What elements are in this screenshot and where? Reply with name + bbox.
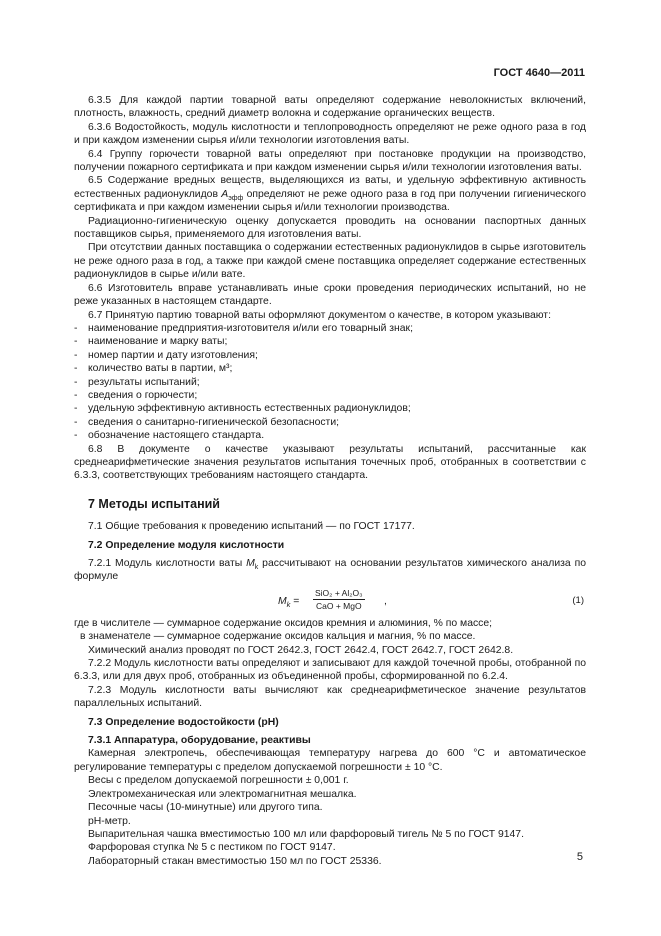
list-item: - наименование и марку ваты; bbox=[74, 335, 586, 348]
equipment-item: Песочные часы (10-минутные) или другого типа. bbox=[88, 802, 323, 814]
equipment-item: Лабораторный стакан вместимостью 150 мл по ГОСТ 25336. bbox=[88, 855, 382, 867]
heading-7-3-1: 7.3.1 Аппаратура, оборудование, реактивы bbox=[88, 735, 311, 747]
heading-7-2: 7.2 Определение модуля кислотности bbox=[88, 539, 285, 551]
equipment-item: Фарфоровая ступка № 5 с пестиком по ГОСТ 9147. bbox=[88, 842, 336, 854]
paragraph-7-2-2: 7.2.2 Модуль кислотности ваты определяют и записывают для каждой точечной пробы, отобранной по 6.3.3, или для двух проб, отобранных из объединенной пробы, сформированной по 6.2.4. bbox=[74, 658, 586, 683]
heading-7-3: 7.3 Определение водостойкости (рН) bbox=[88, 716, 279, 728]
paragraph-6-8: 6.8 В документе о качестве указывают результаты испытаний, рассчитанные как среднеарифметические значения результатов испытания точечных проб, отобранных в соответствии с 6.3.3, соответствующих требованиям настоящего стандарта. bbox=[74, 443, 586, 482]
standard-header: ГОСТ 4640—2011 bbox=[493, 67, 585, 79]
paragraph-6-5-radiation: Радиационно-гигиеническую оценку допускается проводить на основании паспортных данных поставщиков сырья, применяемого для изготовления ваты. bbox=[74, 215, 586, 241]
page-number: 5 bbox=[576, 851, 583, 863]
equipment-item: Весы с пределом допускаемой погрешности ± 0,001 г. bbox=[88, 775, 349, 787]
formula-number: (1) bbox=[572, 594, 584, 606]
paragraph-6-6: 6.6 Изготовитель вправе устанавливать иные сроки проведения периодических испытаний, но не реже указанных в настоящем стандарте. bbox=[74, 282, 586, 308]
paragraph-7-2-1: 7.2.1 Модуль кислотности ваты $М_k$ рассчитывают на основании результатов химического анализа по формуле bbox=[74, 558, 586, 583]
formula-denominator: CaO + MgO bbox=[316, 600, 362, 611]
equipment-item: Электромеханическая или электромагнитная мешалка. bbox=[88, 788, 357, 800]
paragraph-chemical-analysis: Химический анализ проводят по ГОСТ 2642.3, ГОСТ 2642.4, ГОСТ 2642.7, ГОСТ 2642.8. bbox=[88, 644, 514, 656]
equipment-item: Камерная электропечь, обеспечивающая температуру нагрева до 600 °С и автоматическое регулирование температуры с пределом допускаемой погрешности ± 10 °С. bbox=[74, 748, 586, 773]
paragraph-6-3-5: 6.3.5 Для каждой партии товарной ваты определяют содержание неволокнистых включений, плотность, влажность, средний диаметр волокна и содержание органических веществ. bbox=[74, 95, 586, 120]
list-item: - сведения о горючести; bbox=[74, 389, 586, 402]
paragraph-6-3-6: 6.3.6 Водостойкость, модуль кислотности и теплопроводность определяют не реже одного раза в год и при каждом изменении сырья и/или технологии изготовления ваты. bbox=[74, 121, 586, 147]
list-item: - количество ваты в партии, м³; bbox=[74, 362, 586, 375]
list-item: - сведения о санитарно-гигиенической безопасности; bbox=[74, 416, 586, 429]
paragraph-6-7: 6.7 Принятую партию товарной ваты оформляют документом о качестве, в котором указывают: bbox=[88, 309, 551, 321]
paragraph-6-4: 6.4 Группу горючести товарной ваты определяют при постановке продукции на производство, получении пожарного сертификата и при каждом изменении сырья и/или технологии изготовления ваты. bbox=[74, 148, 586, 174]
formula-fraction bbox=[313, 587, 365, 612]
paragraph-6-5: 6.5 Содержание вредных веществ, выделяющихся из ваты, и удельную эффективную активность естественных радионуклидов $А_{эфф}$ определяют не реже одного раза в год при получении гигиенического сертификата и при каждом изменении сырья и/или технологии производства. bbox=[74, 175, 586, 214]
list-item: - обозначение настоящего стандарта. bbox=[74, 429, 586, 442]
list-item: - результаты испытаний; bbox=[74, 376, 586, 389]
formula-where-denominator: в знаменателе — суммарное содержание оксидов кальция и магния, % по массе. bbox=[80, 631, 476, 643]
list-item: - номер партии и дату изготовления; bbox=[74, 349, 586, 362]
paragraph-7-1: 7.1 Общие требования к проведению испытаний — по ГОСТ 17177. bbox=[88, 521, 415, 533]
formula-acidity-modulus: $M_k$ = SiO₂ + Al₂O₃ CaO + MgO , (1) bbox=[278, 587, 584, 611]
formula-numerator: SiO₂ + Al₂O₃ bbox=[315, 587, 363, 598]
paragraph-6-5-supplier: При отсутствии данных поставщика о содержании естественных радионуклидов в сырье изготовитель не реже одного раза в год, а также при каждой смене поставщика определяет содержание естественных радионуклидов в сырье и/или вате. bbox=[74, 242, 586, 281]
formula-where-numerator: где в числителе — суммарное содержание оксидов кремния и алюминия, % по массе; bbox=[74, 617, 493, 629]
section-7-title: 7 Методы испытаний bbox=[88, 496, 220, 511]
paragraph-7-2-3: 7.2.3 Модуль кислотности ваты вычисляют как среднеарифметическое значение результатов параллельных испытаний. bbox=[74, 684, 586, 710]
list-item: - наименование предприятия-изготовителя и/или его товарный знак; bbox=[74, 322, 586, 335]
equipment-item: рН-метр. bbox=[88, 815, 131, 827]
page-content bbox=[74, 94, 586, 868]
list-item: - удельную эффективную активность естественных радионуклидов; bbox=[74, 402, 586, 415]
equipment-item: Выпарительная чашка вместимостью 100 мл или фарфоровый тигель № 5 по ГОСТ 9147. bbox=[88, 828, 524, 840]
